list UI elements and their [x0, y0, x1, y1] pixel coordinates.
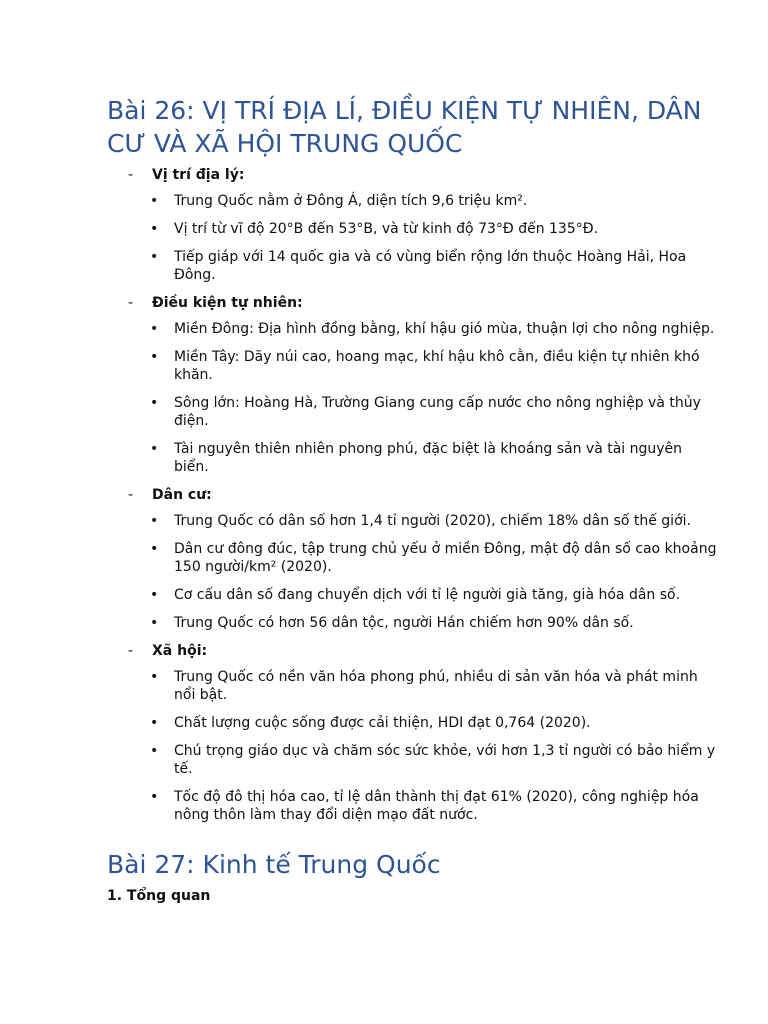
- bullet-icon: •: [150, 193, 159, 209]
- bullet-icon: •: [150, 541, 159, 557]
- list-item-text: Tài nguyên thiên nhiên phong phú, đặc biệt là khoáng sản và tài nguyên biển.: [174, 441, 683, 475]
- bullet-list: [107, 320, 727, 476]
- dash-marker: -: [128, 167, 134, 183]
- list-item: [107, 220, 727, 238]
- bullet-icon: •: [150, 587, 159, 603]
- list-item-text: Vị trí từ vĩ độ 20°B đến 53°B, và từ kinh độ 73°Đ đến 135°Đ.: [174, 221, 599, 237]
- list-item: [107, 540, 727, 576]
- lesson-26-title: Bài 26: VỊ TRÍ ĐỊA LÍ, ĐIỀU KIỆN TỰ NHIÊN, DÂN CƯ VÀ XÃ HỘI TRUNG QUỐC: [107, 96, 702, 158]
- section-heading: [107, 642, 727, 661]
- list-item-text: Miền Tây: Dãy núi cao, hoang mạc, khí hậu khô cằn, điều kiện tự nhiên khó khăn.: [174, 349, 700, 383]
- section-heading-text: Dân cư:: [152, 487, 212, 503]
- list-item: [107, 788, 727, 824]
- list-item-text: Trung Quốc có hơn 56 dân tộc, người Hán chiếm hơn 90% dân số.: [174, 615, 634, 631]
- bullet-icon: •: [150, 221, 159, 237]
- section-heading: [107, 166, 727, 185]
- section-heading-text: Xã hội:: [152, 643, 208, 659]
- list-item-text: Trung Quốc có dân số hơn 1,4 tỉ người (2020), chiếm 18% dân số thế giới.: [174, 513, 691, 529]
- list-item: [107, 394, 727, 430]
- list-item-text: Trung Quốc nằm ở Đông Á, diện tích 9,6 triệu km².: [174, 193, 528, 209]
- list-item-text: Miền Đông: Địa hình đồng bằng, khí hậu gió mùa, thuận lợi cho nông nghiệp.: [174, 321, 715, 337]
- list-item: [107, 714, 727, 732]
- bullet-icon: •: [150, 789, 159, 805]
- dash-marker: -: [128, 487, 134, 503]
- section: [107, 642, 727, 824]
- bullet-icon: •: [150, 441, 159, 457]
- section-heading-text: Vị trí địa lý:: [152, 167, 245, 183]
- list-item-text: Tốc độ đô thị hóa cao, tỉ lệ dân thành thị đạt 61% (2020), công nghiệp hóa nông thôn làm thay đổi diện mạo đất nước.: [174, 789, 699, 823]
- section-heading: [107, 294, 727, 313]
- list-item: [107, 586, 727, 604]
- list-item-text: Trung Quốc có nền văn hóa phong phú, nhiều di sản văn hóa và phát minh nổi bật.: [174, 669, 698, 703]
- bullet-icon: •: [150, 669, 159, 685]
- bullet-icon: •: [150, 349, 159, 365]
- dash-marker: -: [128, 295, 134, 311]
- list-item-text: Tiếp giáp với 14 quốc gia và có vùng biển rộng lớn thuộc Hoàng Hải, Hoa Đông.: [174, 249, 687, 283]
- section: [107, 486, 727, 632]
- list-item: [107, 742, 727, 778]
- list-item-text: Dân cư đông đúc, tập trung chủ yếu ở miền Đông, mật độ dân số cao khoảng 150 người/km² (2020).: [174, 541, 717, 575]
- list-item: [107, 614, 727, 632]
- section-heading-text: Điều kiện tự nhiên:: [152, 295, 303, 311]
- bullet-icon: •: [150, 395, 159, 411]
- list-item-text: Sông lớn: Hoàng Hà, Trường Giang cung cấp nước cho nông nghiệp và thủy điện.: [174, 395, 701, 429]
- bullet-icon: •: [150, 743, 159, 759]
- lesson-26-sections: [107, 166, 727, 824]
- bullet-list: [107, 192, 727, 284]
- list-item-text: Chất lượng cuộc sống được cải thiện, HDI đạt 0,764 (2020).: [174, 715, 591, 731]
- list-item-text: Cơ cấu dân số đang chuyển dịch với tỉ lệ người già tăng, già hóa dân số.: [174, 587, 681, 603]
- list-item: [107, 512, 727, 530]
- lesson-27-title: Bài 27: Kinh tế Trung Quốc: [107, 850, 441, 879]
- list-item: [107, 248, 727, 284]
- list-item: [107, 320, 727, 338]
- bullet-list: [107, 668, 727, 824]
- lesson-27-subheading: 1. Tổng quan: [107, 888, 211, 904]
- dash-marker: -: [128, 643, 134, 659]
- bullet-icon: •: [150, 715, 159, 731]
- list-item: [107, 440, 727, 476]
- bullet-icon: •: [150, 249, 159, 265]
- list-item-text: Chú trọng giáo dục và chăm sóc sức khỏe, với hơn 1,3 tỉ người có bảo hiểm y tế.: [174, 743, 716, 777]
- bullet-icon: •: [150, 513, 159, 529]
- list-item: [107, 668, 727, 704]
- section: [107, 294, 727, 476]
- bullet-icon: •: [150, 615, 159, 631]
- bullet-list: [107, 512, 727, 632]
- document-content: [107, 94, 727, 906]
- list-item: [107, 348, 727, 384]
- section-heading: [107, 486, 727, 505]
- section: [107, 166, 727, 284]
- bullet-icon: •: [150, 321, 159, 337]
- list-item: [107, 192, 727, 210]
